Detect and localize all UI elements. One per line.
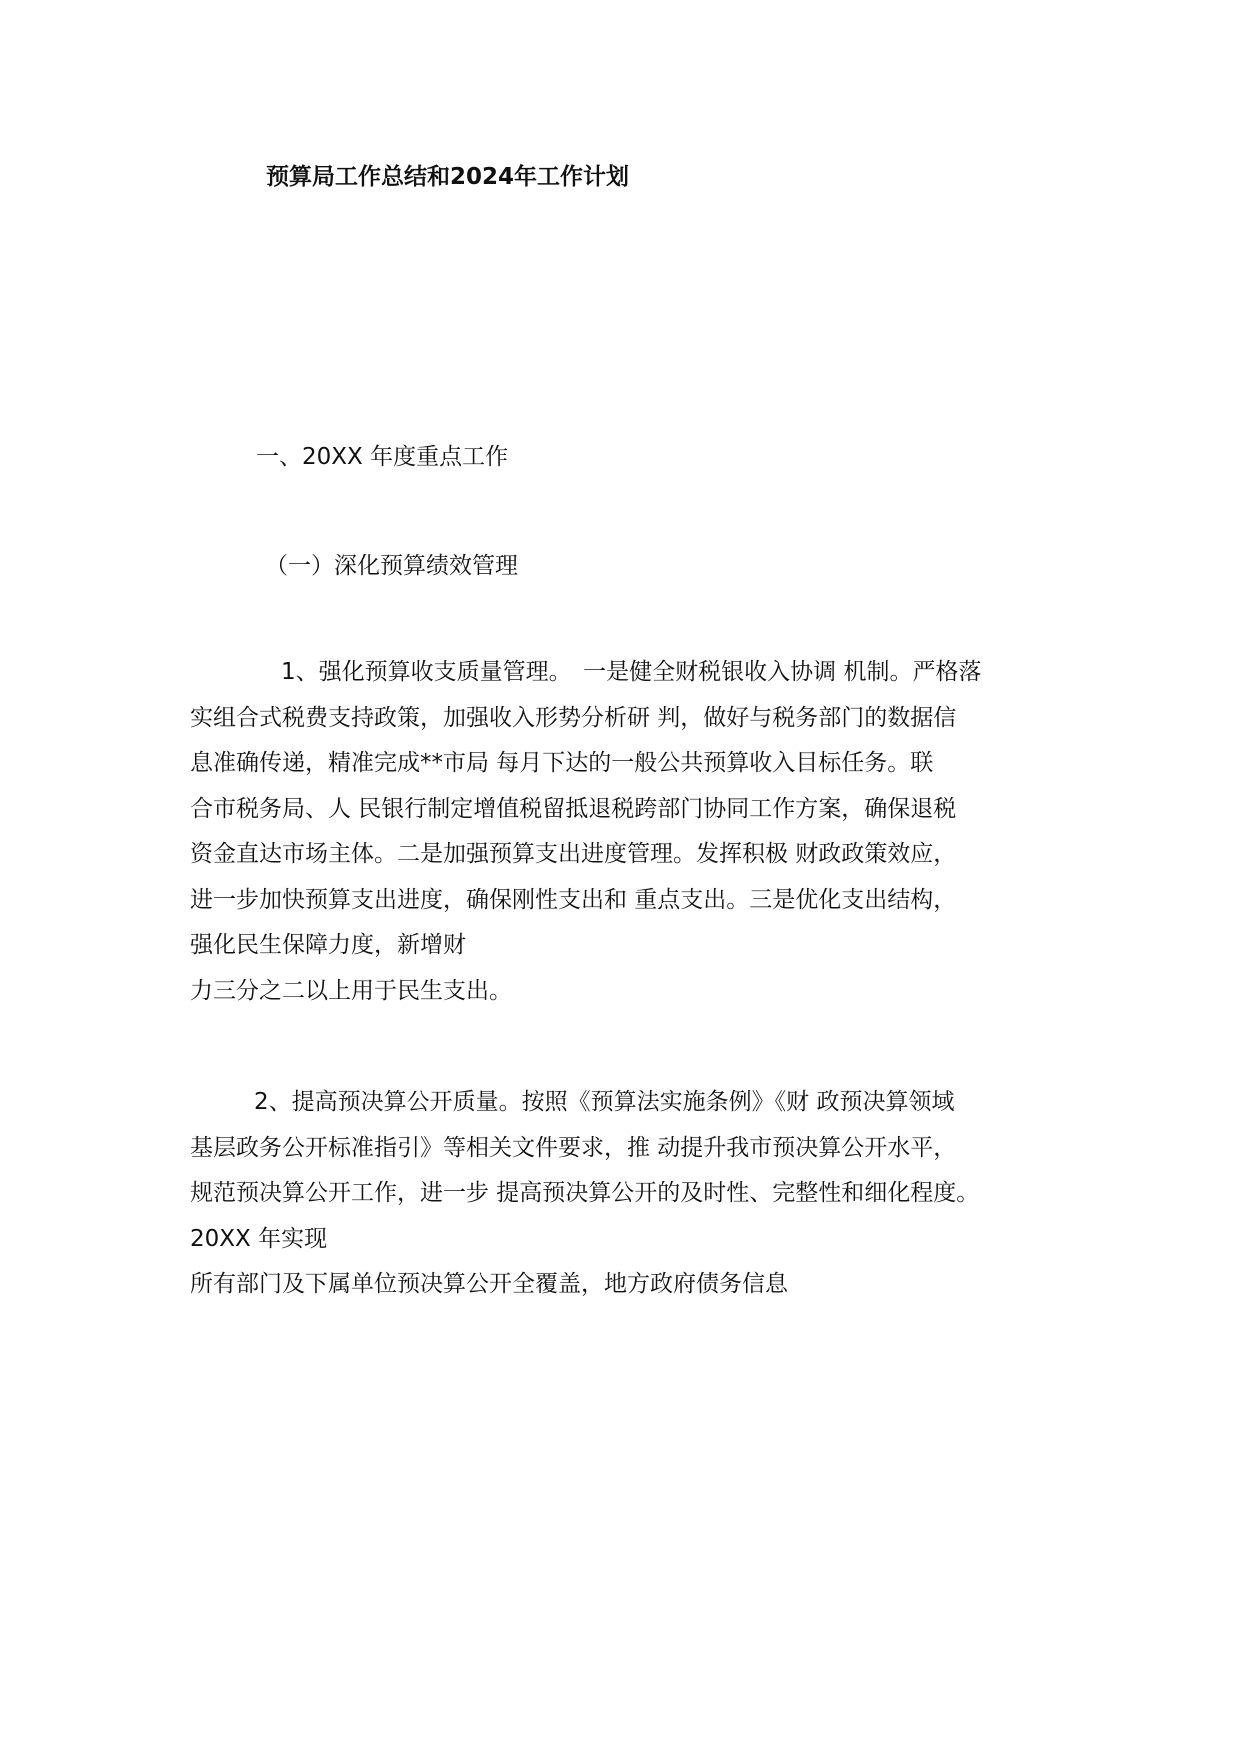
document-title: 预算局工作总结和2024年工作计划 xyxy=(266,164,630,190)
paragraph-line: 基层政务公开标准指引》等相关文件要求，推 动提升我市预决算公开水平， xyxy=(190,1134,957,1161)
paragraph-line: 合市税务局、人 民银行制定增值税留抵退税跨部门协同工作方案，确保退税 xyxy=(190,795,957,822)
paragraph-line: 进一步加快预算支出进度，确保刚性支出和 重点支出。三是优化支出结构， xyxy=(190,886,957,913)
paragraph-line: 2、提高预决算公开质量。按照《预算法实施条例》《财 政预决算领域 xyxy=(254,1089,955,1115)
paragraph-line: 资金直达市场主体。二是加强预算支出进度管理。发挥积极 财政政策效应， xyxy=(190,841,957,867)
paragraph-budget-quality xyxy=(190,650,1090,1014)
paragraph-line: 力三分之二以上用于民生支出。 xyxy=(190,977,512,1004)
subsection-heading: （一）深化预算绩效管理 xyxy=(265,553,518,579)
paragraph-line: 实组合式税费支持政策，加强收入形势分析研 判，做好与税务部门的数据信 xyxy=(190,704,957,731)
paragraph-line: 1、强化预算收支质量管理。 一是健全财税银收入协调 机制。严格落 xyxy=(258,659,982,685)
section-heading: 一、20XX 年度重点工作 xyxy=(256,444,509,470)
paragraph-line: 20XX 年实现 xyxy=(190,1225,328,1252)
paragraph-line: 所有部门及下属单位预决算公开全覆盖，地方政府债务信息 xyxy=(190,1271,788,1297)
paragraph-disclosure-quality xyxy=(190,1080,1090,1308)
paragraph-line: 息准确传递，精准完成**市局 每月下达的一般公共预算收入目标任务。联 xyxy=(190,750,934,776)
paragraph-line: 规范预决算公开工作，进一步 提高预决算公开的及时性、完整性和细化程度。 xyxy=(190,1180,980,1206)
paragraph-line: 强化民生保障力度，新增财 xyxy=(190,932,466,958)
